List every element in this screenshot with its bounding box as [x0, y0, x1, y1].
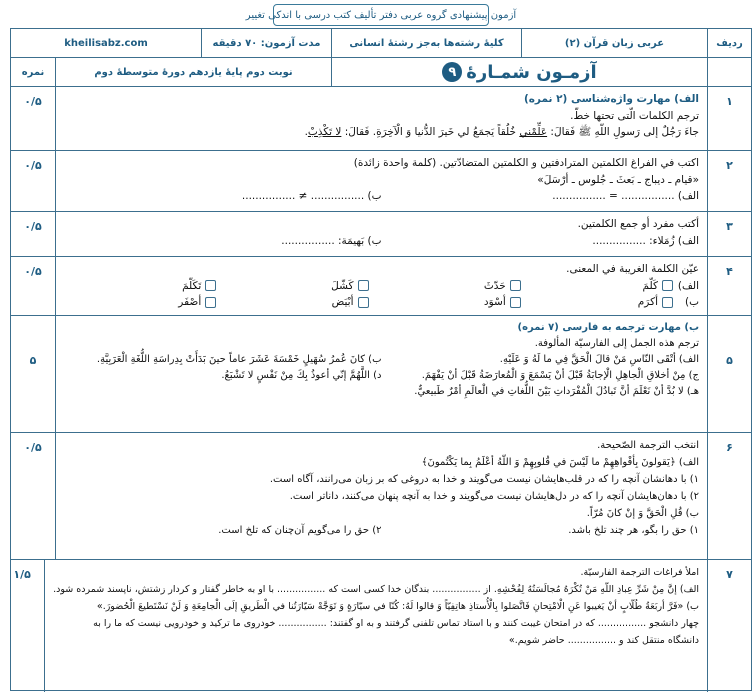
question-row-2 [11, 151, 751, 212]
choice-b2[interactable]: ۲) حق را می‌گویم آن‌چنان که تلخ است. [218, 525, 382, 536]
question-row-5 [11, 316, 751, 433]
option-label: أسْوَد [483, 296, 506, 308]
answer-a: الف) زُمَلاء: ................ [592, 234, 699, 247]
question-score: ۰/۵ [24, 95, 42, 108]
question-instruction: املأ فراغات الترجمة الفارسیّة. [580, 567, 699, 578]
question-body [55, 151, 707, 211]
question-instruction: انتخب الترجمة الصّحیحة. [597, 440, 699, 451]
sentence-a: الف) أتْقَى النّاسِ مَنْ قالَ الْحَقَّ فِي ما لَهُ وَ عَلَيْهِ. [499, 354, 699, 365]
option-label: أكرَم [637, 296, 658, 308]
question-instruction: ترجم الکلمات الّتی تحتها خطّ. [570, 109, 699, 122]
exam-title [331, 58, 707, 86]
fill-b-arabic: ب) «فَرَّ أربَعَةُ طُلّابٍ أنْ يَغيبوا عَنِ الْامْتِحانِ فَاتَّصَلوا بِالْأُستاذِ هاتِفِيّاً وَ قالوا لَهُ: كُنّا في سيّارَةٍ وَ تَوَجَّهْ سَيّارَتُنا في الْطَريقِ إلَى الْجامِعَةِ وَ لَنْ نَسْتَطيعَ الْحُضورَ.» [96, 601, 699, 612]
site-name: kheilisabz.com [64, 37, 148, 49]
question-score: ۵ [29, 354, 37, 367]
fill-b-persian-1: چهار دانشجو ................ که در امتحان غیبت کنند و با استاد تماس تلفنی گرفتند و به او گفتند: ................ خودروی ما ترکید و خودرویی نیست که ما را به [93, 618, 699, 629]
section-heading: ب) مهارت ترجمه به فارسی (۷ نمره) [517, 322, 699, 333]
checkbox[interactable] [510, 280, 521, 291]
question-number: ۵ [707, 316, 751, 432]
checkbox[interactable] [662, 297, 673, 308]
option-group-a-label: الف) [677, 279, 699, 292]
option-label: كَشّلَ [331, 279, 354, 292]
question-body [44, 560, 707, 692]
question-number: ۲ [707, 151, 751, 211]
option-label: أصْفَر [178, 296, 202, 308]
underlined-word-2: لا تَكْذِبْ [307, 126, 342, 138]
question-score: ۰/۵ [24, 265, 42, 278]
question-body [55, 316, 707, 432]
choice-b1[interactable]: ۱) حق را بگو، هر چند تلخ باشد. [568, 525, 699, 536]
question-number: ۳ [707, 212, 751, 256]
header-row-2 [11, 58, 751, 87]
option-label: تَكَلّمَ [182, 279, 202, 292]
question-instruction: أکتب مفرد أو جمع الکلمتین. [577, 218, 699, 230]
section-heading: الف) مهارت واژه‌شناسی (۲ نمره) [523, 93, 699, 105]
answer-a: الف) ................ = ................ [552, 190, 699, 202]
question-row-1 [11, 87, 751, 151]
question-body [55, 87, 707, 150]
option-b1[interactable] [521, 294, 673, 311]
checkbox[interactable] [510, 297, 521, 308]
choice-a1[interactable]: ۱) با دهانشان آنچه را که در قلب‌هایشان نیست می‌گویند و خدا به دروغی که بر زبان می‌رانند، آگاه است. [269, 474, 699, 485]
question-number: ۴ [707, 257, 751, 315]
question-score: ۰/۵ [24, 159, 42, 172]
hadith-text-c: . [304, 126, 308, 138]
option-label: أبْيَض [331, 296, 354, 308]
answer-b: ب) بَهیمَة: ................ [281, 234, 382, 247]
checkbox[interactable] [205, 297, 216, 308]
checkbox[interactable] [662, 280, 673, 291]
question-body [55, 212, 707, 256]
header-row-empty [707, 58, 751, 86]
verse-a: الف) ﴿يَقولونَ بِأفْواهِهِمْ ما لَيْسَ في قُلوبِهِمْ وَ اللّهُ أعْلَمُ بِما يَكْتُمونَ﴾ [421, 457, 699, 468]
option-b3[interactable] [216, 294, 368, 311]
hadith-text-a: جاءَ رَجُلٌ إلى رَسولِ اللّهِ ﷺ فَقالَ: [547, 126, 699, 138]
answer-b: ب) ................ ≠ ................ [241, 190, 382, 202]
sentence-c: ج) مِنْ أخلاقِ الْجاهِلِ الْإجابَةُ قَبْلَ أنْ يَسْمَعَ وَ الْمُعارَضَةُ قَبْلَ أنْ يَفْهَمَ. [421, 370, 699, 381]
question-instruction: عیّن الکلمة الغریبة في المعنی. [566, 263, 699, 275]
question-row-6 [11, 433, 751, 560]
question-instruction: ترجم هذه الجمل إلی الفارسیّة المألوفة. [534, 338, 699, 349]
question-score: ۰/۵ [24, 220, 42, 233]
question-row-7 [11, 560, 751, 692]
header-row-label: ردیف [707, 29, 751, 57]
option-label: حَدّثَ [483, 279, 506, 292]
option-a4[interactable] [64, 278, 216, 295]
sentence-b: ب) قُلِ الْحَقَّ وَ إنْ كانَ مُرّاً. [586, 508, 699, 519]
underlined-word-1: عَلِّمْني [519, 126, 548, 138]
sentence-d: د) اللَّهُمَّ إنّي أعوذُ بِكَ مِنْ نَفْسٍ لا تَشْبَعُ. [221, 370, 382, 381]
option-b4[interactable] [64, 294, 216, 311]
question-score: ۱/۵ [13, 568, 31, 581]
hadith-text-b: خُلُقاً يَجمَعُ لي خَيرَ الدُّنيا وَ الْآخِرَةِ. فَقالَ: [341, 126, 520, 138]
checkbox[interactable] [358, 280, 369, 291]
option-group-b-label: ب) [685, 296, 699, 308]
question-number: ۷ [707, 560, 751, 692]
exam-title-text: آزمـون شمـارهٔ [466, 61, 597, 83]
word-list: «قیام ـ دیباج ـ بَعثَ ـ جُلوس ـ أرْسَلَ» [537, 173, 699, 186]
checkbox[interactable] [205, 280, 216, 291]
fill-a: الف) إنَّ مِنْ شَرِّ عِبادِ اللّهِ مَنْ تُكْرَهُ مُجالَسَتُهُ لِفُحْشِهِ. از ................ بندگان خدا کسی است که ................ با او به خاطر گفتار و کردار زشتش، ناپسند شمرده شود. [53, 584, 699, 595]
question-instruction: اکتب في الفراغ الکلمتین المترادفتین و الکلمتین المتضادّتین. (کلمة واحدة زائدة) [353, 157, 699, 169]
question-body [55, 433, 707, 559]
header-row-1 [11, 29, 751, 58]
top-banner: آزمون پیشنهادی گروه عربی دفتر تألیف کتب درسی با اندکی تغییر [273, 4, 489, 26]
question-row-4 [11, 257, 751, 316]
sentence-b: ب) كانَ عُمرُ سُهَيلٍ خَمْسَةَ عَشَرَ عاماً حينَ بَدَأَتْ بِدِراسَةِ اللُّغَةِ الْعَرَبِيَّةِ. [96, 354, 382, 365]
header-duration: مدت آزمون: ۷۰ دقیقه [201, 29, 331, 57]
header-site [11, 29, 201, 57]
header-score-label: نمره [21, 66, 45, 78]
exam-sheet [10, 28, 752, 691]
question-body [55, 257, 707, 315]
exam-term: نوبت دوم پایهٔ یازدهم دورهٔ متوسطهٔ دوم [55, 58, 331, 86]
option-a1[interactable] [521, 278, 673, 295]
question-number: ۱ [707, 87, 751, 150]
option-b2[interactable] [369, 294, 521, 311]
header-subject: عربی زبان قرآن (۲) [521, 29, 707, 57]
sentence-e: هـ) لا بُدَّ أنْ نَعْلَمَ أنَّ تَبادُلَ الْمُفْرَداتِ بَيْنَ اللُّغاتِ في الْعالَمِ أمْرٌ طَبيعيٌّ. [414, 386, 699, 397]
fill-b-persian-2: دانشگاه منتقل کند و ................ حاضر شویم.» [508, 635, 699, 646]
exam-number-badge: ۹ [442, 62, 462, 82]
choice-a2[interactable]: ۲) با دهان‌هایشان آنچه را که در دل‌هایشان نیست می‌گویند و خدا به آنچه پنهان می‌کنند، داناتر است. [289, 491, 699, 502]
checkbox[interactable] [358, 297, 369, 308]
question-score: ۰/۵ [24, 441, 42, 454]
question-number: ۶ [707, 433, 751, 559]
option-a3[interactable] [216, 278, 368, 295]
option-label: كَلّمَ [642, 279, 658, 292]
option-a2[interactable] [369, 278, 521, 295]
question-row-3 [11, 212, 751, 257]
header-track: کلیهٔ رشته‌ها به‌جز رشتهٔ انسانی [331, 29, 521, 57]
